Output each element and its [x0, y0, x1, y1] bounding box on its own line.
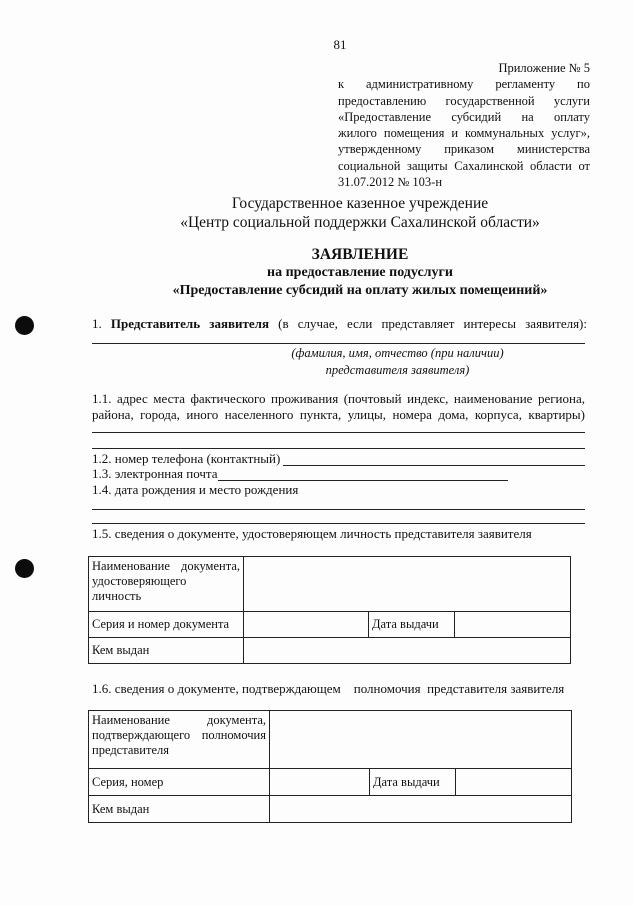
- item-1-2-label: 1.2. номер телефона (контактный): [92, 451, 281, 466]
- doc-name-label-2: удостоверяющего: [92, 574, 187, 588]
- series-label-cell: Серия и номер документа: [89, 612, 244, 638]
- birth-line-1[interactable]: [92, 509, 585, 510]
- representative-name-line[interactable]: [92, 343, 585, 344]
- table-row: [89, 638, 571, 664]
- doc-name-value-cell[interactable]: [244, 557, 571, 612]
- section-1-rest: (в случае, если представляет интересы заявителя):: [278, 316, 587, 331]
- issue-date-label-cell: Дата выдачи: [369, 612, 455, 638]
- appendix-line-1: к административному регламенту по: [338, 77, 590, 92]
- auth-issued-by-value-cell[interactable]: [270, 796, 572, 823]
- caption-fio: (фамилия, имя, отчество (при наличии): [291, 346, 504, 360]
- appendix-line-4: жилого помещения и коммунальных услуг»,: [338, 126, 590, 141]
- auth-doc-name-value-cell[interactable]: [270, 711, 572, 769]
- organization-line-1: Государственное казенное учреждение: [231, 195, 489, 212]
- email-line[interactable]: [218, 480, 508, 481]
- binder-hole-bottom: [15, 559, 34, 578]
- issued-by-value-cell[interactable]: [244, 638, 571, 664]
- item-1-3-label: 1.3. электронная почта: [92, 466, 218, 481]
- auth-series-value-cell[interactable]: [270, 769, 370, 796]
- caption-representative: представителя заявителя): [325, 363, 470, 377]
- table-row: [89, 769, 572, 796]
- item-1-5-label: 1.5. сведения о документе, удостоверяющем личность представителя заявителя: [92, 526, 532, 541]
- appendix-title: Приложение № 5: [498, 61, 590, 75]
- issue-date-value-cell[interactable]: [455, 612, 571, 638]
- doc-name-label-3: личность: [92, 589, 142, 603]
- phone-line[interactable]: [283, 465, 585, 466]
- appendix-line-5: утвержденному приказом министерства: [338, 142, 590, 157]
- section-1-bold-label: Представитель заявителя: [110, 316, 269, 331]
- organization-line-2: «Центр социальной поддержки Сахалинской области»: [180, 214, 540, 231]
- identity-document-table: [88, 556, 571, 664]
- section-1-number: 1.: [92, 316, 102, 331]
- item-1-1-line-2: района, города, иного населенного пункта, улицы, номера дома, корпуса, квартиры): [92, 407, 585, 422]
- item-1-6-label: 1.6. сведения о документе, подтверждающем полномочия представителя заявителя: [92, 681, 565, 696]
- auth-issued-by-label-cell: Кем выдан: [89, 796, 270, 823]
- auth-issue-date-value-cell[interactable]: [456, 769, 572, 796]
- statement-subtitle-2: «Предоставление субсидий на оплату жилых помещеиний»: [172, 283, 548, 298]
- auth-doc-name-label-3: представителя: [92, 743, 169, 757]
- address-line-1[interactable]: [92, 432, 585, 433]
- auth-doc-name-label-cell: [89, 711, 270, 769]
- address-line-2[interactable]: [92, 448, 585, 449]
- auth-doc-name-label-1: Наименование документа,: [92, 713, 266, 727]
- binder-hole-top: [15, 316, 34, 335]
- statement-title: ЗАЯВЛЕНИЕ: [311, 246, 409, 263]
- table-row: [89, 711, 572, 769]
- doc-name-label-cell: [89, 557, 244, 612]
- table-row: [89, 557, 571, 612]
- appendix-line-2: предоставлению государственной услуги: [338, 93, 590, 108]
- doc-name-label-1: Наименование документа,: [92, 559, 240, 573]
- page-number: 81: [333, 37, 347, 52]
- issued-by-label-cell: Кем выдан: [89, 638, 244, 664]
- appendix-line-6: социальной защиты Сахалинской области от: [338, 158, 590, 173]
- statement-subtitle-1: на предоставление подуслуги: [267, 265, 453, 280]
- authority-document-table: [88, 710, 572, 823]
- section-1-heading: [92, 316, 587, 332]
- table-row: [89, 612, 571, 638]
- appendix-line-3: «Предоставление субсидий на оплату: [338, 109, 590, 124]
- series-value-cell[interactable]: [244, 612, 369, 638]
- auth-series-label-cell: Серия, номер: [89, 769, 270, 796]
- item-1-1-line-1: 1.1. адрес места фактического проживания (почтовый индекс, наименование региона,: [92, 391, 585, 406]
- auth-doc-name-label-2: подтверждающего полномочия: [92, 728, 266, 742]
- table-row: [89, 796, 572, 823]
- item-1-4-label: 1.4. дата рождения и место рождения: [92, 482, 299, 497]
- appendix-block: [338, 60, 590, 190]
- birth-line-2[interactable]: [92, 523, 585, 524]
- appendix-line-7: 31.07.2012 № 103-н: [338, 175, 443, 190]
- auth-issue-date-label-cell: Дата выдачи: [370, 769, 456, 796]
